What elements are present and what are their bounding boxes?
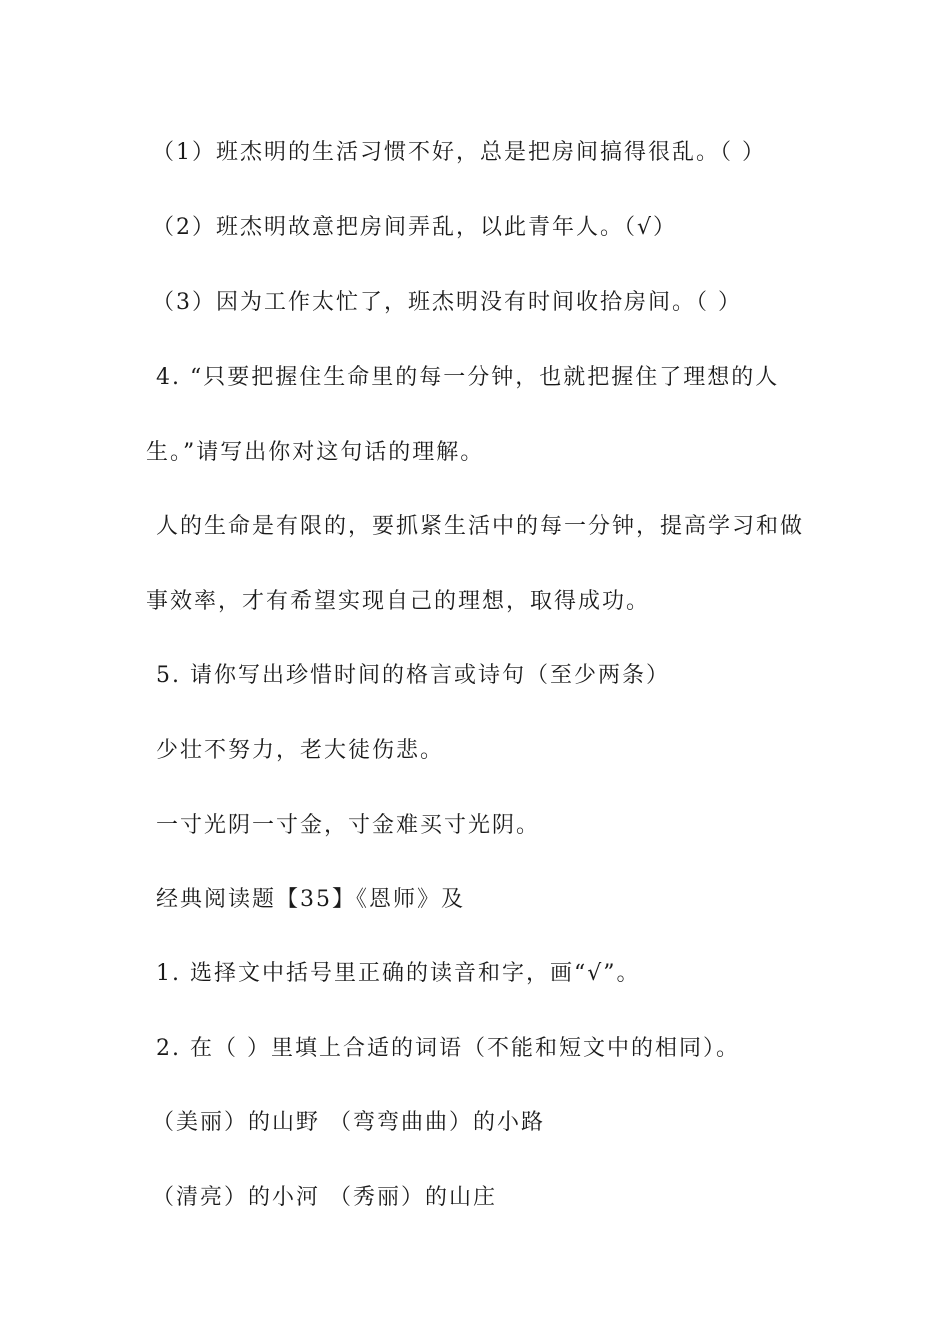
question-5: 5. 请你写出珍惜时间的格言或诗句（至少两条） <box>156 663 670 688</box>
question-4: 4. “只要把握住生命里的每一分钟，也就把握住了理想的人 <box>156 365 780 390</box>
judgement-item-1: （1）班杰明的生活习惯不好，总是把房间搞得很乱。（ ） <box>152 140 766 165</box>
answer-words-row-1: （美丽）的山野 （弯弯曲曲）的小路 <box>152 1110 545 1135</box>
answer-4-continued: 事效率，才有希望实现自己的理想，取得成功。 <box>146 589 651 614</box>
answer-5-proverb-1: 少壮不努力，老大徒伤悲。 <box>156 738 445 763</box>
judgement-item-2: （2）班杰明故意把房间弄乱，以此青年人。（√） <box>152 215 678 240</box>
section-question-1: 1. 选择文中括号里正确的读音和字，画“√”。 <box>156 961 641 986</box>
answer-words-row-2: （清亮）的小河 （秀丽）的山庄 <box>152 1185 497 1210</box>
question-4-continued: 生。”请写出你对这句话的理解。 <box>146 440 485 465</box>
section-heading: 经典阅读题【35】《恩师》及 <box>156 887 465 912</box>
answer-4: 人的生命是有限的，要抓紧生活中的每一分钟，提高学习和做 <box>156 514 805 539</box>
section-question-2: 2. 在（ ）里填上合适的词语（不能和短文中的相同）。 <box>156 1036 740 1061</box>
judgement-item-3: （3）因为工作太忙了，班杰明没有时间收拾房间。（ ） <box>152 290 742 315</box>
answer-5-proverb-2: 一寸光阴一寸金，寸金难买寸光阴。 <box>156 813 541 838</box>
